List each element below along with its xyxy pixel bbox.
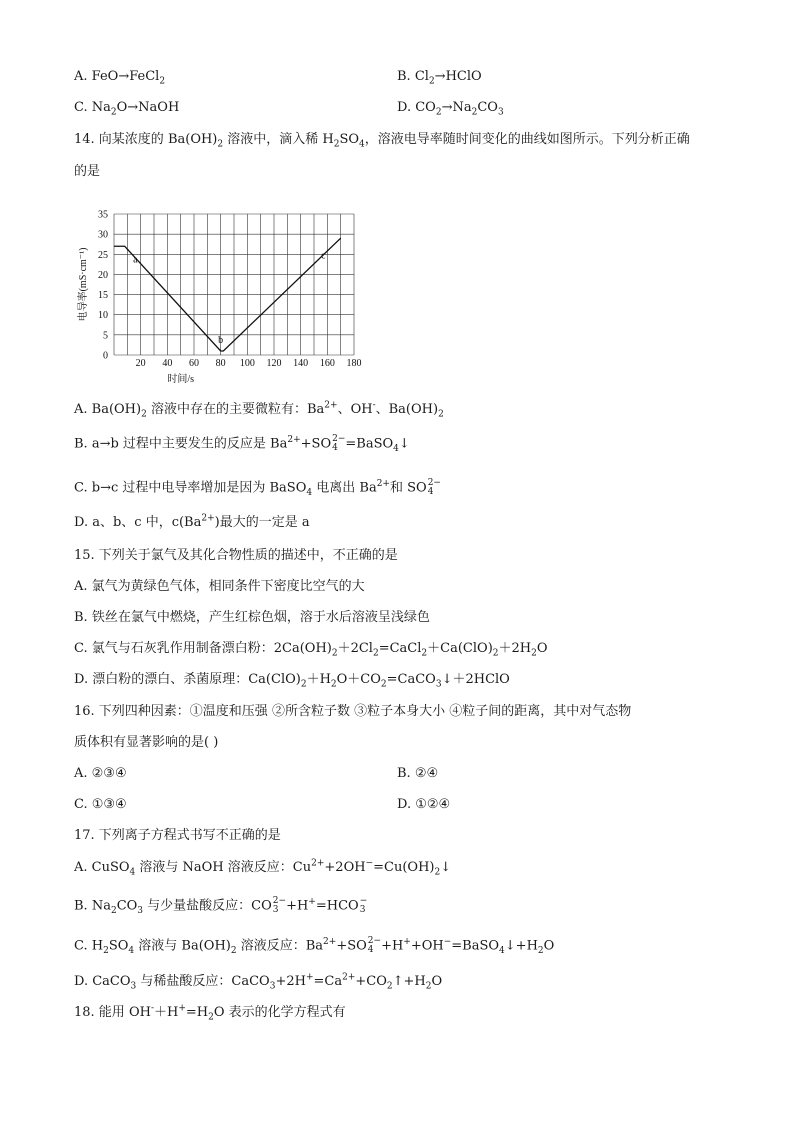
- q13-option-b[interactable]: B. $Cl_2\to HClO$: [397, 69, 482, 87]
- q13-option-d[interactable]: D. $CO_2\to Na_2CO_3$: [397, 100, 504, 118]
- q17-option-b[interactable]: B. $Na_2CO_3$ 与少量盐酸反应：CO 2− 3 +H+=HCO − 3: [74, 896, 368, 917]
- point-label-a: a: [133, 254, 138, 266]
- y-tick-label: 25: [98, 249, 108, 261]
- subscript: 2: [492, 648, 499, 659]
- superscript: +: [308, 897, 316, 908]
- subscript: 4: [499, 946, 505, 957]
- x-axis-label: 时间/s: [167, 374, 195, 385]
- point-label-b: b: [218, 334, 224, 346]
- ion-charge: 2− 4: [367, 936, 382, 955]
- q14-stem-cont: 的是: [74, 164, 101, 179]
- y-axis-label: 电导率(mS·cm⁻¹): [78, 247, 89, 322]
- q14-option-c[interactable]: C. b→c 过程中电导率增加是因为 BaSO$_4$ 电离出 $Ba^{2+}$和 SO 2− 4: [74, 478, 441, 499]
- subscript: 2: [537, 946, 544, 957]
- conductivity-chart-svg: [74, 196, 364, 392]
- q15-option-b[interactable]: B. 铁丝在氯气中燃烧，产生红棕色烟，溶于水后溶液呈浅绿色: [74, 610, 430, 625]
- ion-charge: − 3: [359, 896, 368, 915]
- subscript: 2: [141, 409, 147, 420]
- subscript: 2: [159, 76, 166, 87]
- x-tick-label: 20: [135, 358, 146, 369]
- subscript: 2: [435, 107, 442, 118]
- x-tick-label: 140: [293, 358, 309, 369]
- superscript: -: [150, 1003, 154, 1014]
- subscript: 2: [230, 946, 237, 957]
- x-tick-label: 180: [346, 358, 362, 369]
- subscript: 2: [380, 679, 387, 690]
- subscript: 2: [110, 906, 117, 917]
- subscript: 4: [359, 139, 365, 150]
- subscript: 2: [217, 139, 224, 150]
- subscript: 3: [269, 981, 276, 992]
- ion-charge: 2− 4: [332, 434, 346, 453]
- subscript: 3: [137, 906, 144, 917]
- y-tick-label: 0: [103, 350, 108, 362]
- superscript: 2+: [201, 513, 215, 524]
- subscript: 2: [208, 1012, 214, 1023]
- q15-stem: 15. 下列关于氯气及其化合物性质的描述中，不正确的是: [74, 548, 398, 563]
- q13-option-a[interactable]: A. FeO→FeCl$_2$: [74, 69, 166, 87]
- q17-option-d[interactable]: D. CaCO$_3$ 与稀盐酸反应：$CaCO_3+2H^+=Ca^{2+}+CO_2↑+H_2O$: [74, 972, 443, 992]
- x-tick-label: 120: [266, 358, 282, 369]
- superscript: −: [365, 858, 374, 869]
- superscript: +: [403, 937, 411, 948]
- q16-stem: 16. 下列四种因素：①温度和压强 ②所含粒子数 ③粒子本身大小 ④粒子间的距离，其中对气态物: [74, 704, 632, 719]
- superscript: 2+: [376, 479, 390, 490]
- q17-option-c[interactable]: C. $H_2SO_4$ 溶液与 $Ba(OH)_2$ 溶液反应：$Ba^{2+}+SO$ 2− 4 $+H^++OH^-=BaSO_4↓+H_2O$: [74, 936, 555, 957]
- q18-stem: 18. 能用 $OH^-+H^+=H_2O$ 表示的化学方程式有: [74, 1003, 346, 1023]
- q14-option-d[interactable]: D. a、b、c 中，$c(Ba^{2+})$最大的一定是 a: [74, 513, 310, 530]
- x-tick-label: 60: [189, 358, 199, 369]
- q16-option-d[interactable]: D. ①②④: [397, 797, 451, 812]
- y-tick-label: 30: [98, 229, 108, 241]
- q15-option-d[interactable]: D. 漂白粉的漂白、杀菌原理：$Ca(ClO)_2+H_2O+CO_2=CaCO_3↓+2HClO$: [74, 672, 510, 690]
- subscript: 2: [333, 139, 340, 150]
- q15-option-a[interactable]: A. 氯气为黄绿色气体，相同条件下密度比空气的大: [74, 579, 365, 594]
- q13-option-c[interactable]: C. $Na_2O\to NaOH$: [74, 100, 180, 118]
- subscript: 3: [497, 107, 504, 118]
- subscript: 2: [421, 648, 428, 659]
- subscript: 4: [128, 946, 135, 957]
- q16-stem-cont: 质体积有显著影响的是( ): [74, 735, 219, 750]
- subscript: 4: [393, 444, 399, 455]
- q17-option-a[interactable]: A. CuSO$_4$ 溶液与 NaOH 溶液反应：$Cu^{2+}+2OH^-=Cu(OH)_2↓$: [74, 858, 452, 878]
- x-tick-label: 100: [239, 358, 255, 369]
- subscript: 2: [425, 981, 432, 992]
- subscript: 3: [435, 679, 442, 690]
- superscript: −: [443, 937, 452, 948]
- ion-charge: 2− 3: [272, 896, 287, 915]
- x-tick-label: 160: [319, 358, 335, 369]
- y-tick-label: 20: [98, 269, 108, 281]
- y-tick-label: 5: [103, 330, 108, 342]
- q14-option-a[interactable]: A. $Ba(OH)_2$ 溶液中存在的主要微粒有：$Ba^{2+}$、OH-、$Ba(OH)_2$: [74, 400, 444, 420]
- subscript: 2: [386, 981, 393, 992]
- q17-stem: 17. 下列离子方程式书写不正确的是: [74, 828, 281, 843]
- subscript: 4: [306, 488, 313, 499]
- superscript: -: [372, 400, 376, 411]
- superscript: +: [305, 972, 314, 983]
- q16-option-c[interactable]: C. ①③④: [74, 797, 127, 812]
- subscript: 3: [130, 981, 137, 992]
- superscript: 2+: [324, 400, 338, 411]
- subscript: 2: [331, 648, 338, 659]
- q14-option-b[interactable]: B. a→b 过程中主要发生的反应是 $Ba^{2+}+SO$ 2− 4 =BaSO$_4$↓: [74, 434, 410, 455]
- superscript: 2+: [323, 937, 337, 948]
- subscript: 2: [428, 76, 435, 87]
- y-tick-label: 35: [98, 209, 108, 221]
- ion-charge: 2− 4: [427, 478, 441, 497]
- subscript: 2: [471, 107, 478, 118]
- q14-stem: 14. 向某浓度的 $Ba(OH)_2$ 溶液中，滴入稀 $H_2SO_4$，溶液电导率随时间变化的曲线如图所示。下列分析正确: [74, 132, 690, 150]
- x-tick-label: 40: [162, 358, 173, 369]
- subscript: 2: [438, 409, 444, 420]
- subscript: 2: [103, 946, 109, 957]
- subscript: 2: [110, 107, 117, 118]
- superscript: 2+: [311, 858, 325, 869]
- q15-option-c[interactable]: C. 氯气与石灰乳作用制备漂白粉：$2Ca(OH)_2+2Cl_2=CaCl_2+Ca(ClO)_2+2H_2O$: [74, 641, 548, 659]
- subscript: 2: [300, 679, 307, 690]
- y-tick-label: 15: [98, 290, 108, 302]
- y-tick-label: 10: [98, 310, 108, 322]
- q16-option-a[interactable]: A. ②③④: [74, 766, 127, 781]
- subscript: 2: [531, 648, 537, 659]
- superscript: 2+: [342, 972, 356, 983]
- x-tick-label: 80: [215, 358, 226, 369]
- point-label-c: c: [321, 250, 326, 262]
- subscript: 2: [372, 648, 379, 659]
- q16-option-b[interactable]: B. ②④: [397, 766, 439, 781]
- subscript: 2: [330, 679, 337, 690]
- subscript: 2: [434, 867, 441, 878]
- superscript: 2+: [287, 435, 301, 446]
- subscript: 4: [129, 867, 136, 878]
- superscript: +: [178, 1003, 186, 1014]
- conductivity-chart: [74, 196, 364, 392]
